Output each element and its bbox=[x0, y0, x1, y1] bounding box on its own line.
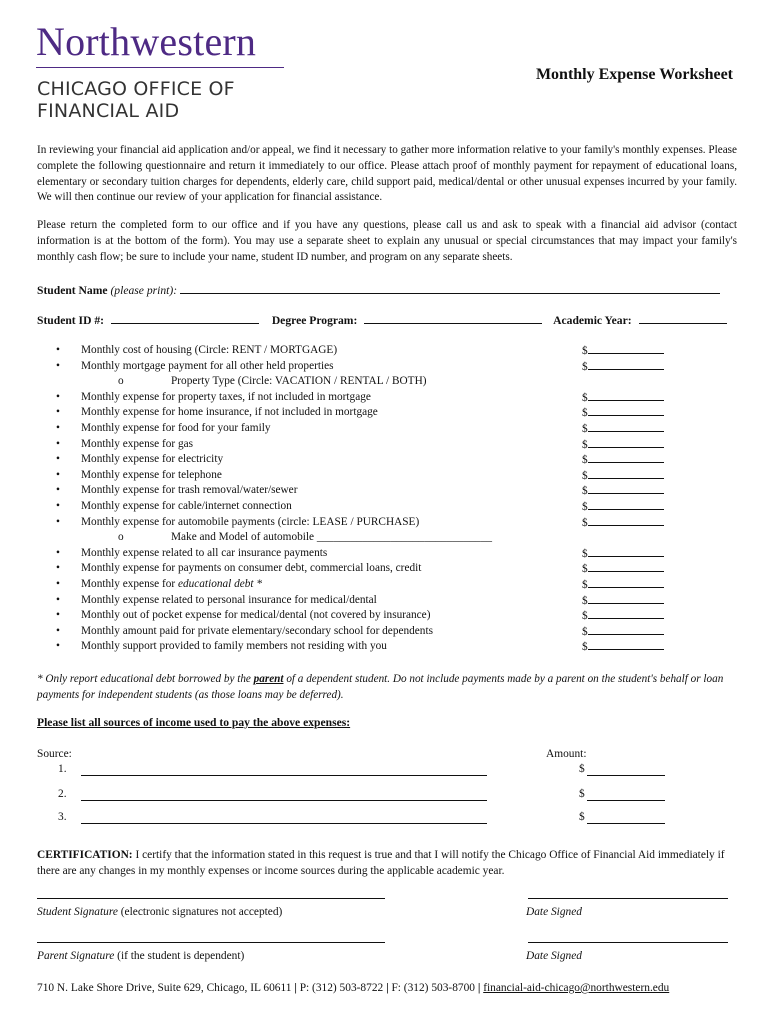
expense-item-label bbox=[81, 359, 334, 375]
currency-symbol: $ bbox=[582, 563, 588, 576]
degree-program-label: Degree Program: bbox=[271, 314, 358, 327]
bullet-marker: • bbox=[56, 437, 60, 450]
parent-signature-note: (if the student is dependent) bbox=[117, 950, 245, 962]
bullet-marker: • bbox=[56, 390, 60, 403]
expense-amount-field[interactable] bbox=[588, 390, 664, 401]
student-signature-note: (electronic signatures not accepted) bbox=[120, 906, 283, 918]
expense-item-label bbox=[81, 546, 327, 562]
office-address: 710 N. Lake Shore Drive, Suite 629, Chicago, IL 60611 bbox=[37, 982, 292, 994]
parent-signature-label bbox=[37, 950, 244, 962]
expense-amount bbox=[582, 421, 664, 438]
footnote-after: of a dependent student. Do not include payments made by a parent on the student's behalf or loan payments for independent students (as those loans may be deferred). bbox=[37, 673, 724, 701]
expense-amount bbox=[582, 624, 664, 641]
expense-amount-field[interactable] bbox=[588, 561, 664, 572]
bullet-marker: • bbox=[56, 546, 60, 559]
income-row-number: 2. bbox=[58, 788, 67, 800]
income-sources-heading: Please list all sources of income used to pay the above expenses: bbox=[37, 716, 351, 729]
expense-item-label bbox=[81, 405, 378, 421]
logo-subtitle-line2: FINANCIAL AID bbox=[37, 100, 180, 122]
sub-bullet-marker: o bbox=[118, 375, 124, 388]
expense-amount bbox=[582, 437, 664, 454]
currency-symbol: $ bbox=[582, 516, 588, 529]
bullet-marker: • bbox=[56, 624, 60, 637]
bullet-marker: • bbox=[56, 640, 60, 653]
parent-signature-title: Parent Signature bbox=[37, 950, 115, 962]
expense-label-text: Monthly expense related to personal insurance for medical/dental bbox=[81, 593, 377, 606]
date-signed-text: Date Signed bbox=[526, 906, 582, 918]
expense-item-label bbox=[81, 452, 223, 468]
expense-amount-field[interactable] bbox=[588, 437, 664, 448]
expense-label-text: Monthly expense for trash removal/water/sewer bbox=[81, 484, 298, 497]
academic-year-field[interactable] bbox=[639, 313, 727, 324]
certification-statement bbox=[37, 847, 737, 879]
footnote-emphasis: parent bbox=[253, 673, 284, 685]
currency-symbol: $ bbox=[582, 454, 588, 467]
footnote-before: * Only report educational debt borrowed by the bbox=[37, 673, 251, 685]
student-name-hint: (please print): bbox=[110, 284, 178, 297]
expense-label-text: Monthly out of pocket expense for medical/dental (not covered by insurance) bbox=[81, 609, 431, 622]
expense-amount bbox=[582, 343, 664, 360]
expense-label-text: Monthly expense for home insurance, if not included in mortgage bbox=[81, 406, 378, 419]
bullet-marker: • bbox=[56, 421, 60, 434]
expense-label-text: Monthly expense for cable/internet connection bbox=[81, 499, 292, 512]
expense-label-text: Property Type (Circle: VACATION / RENTAL / BOTH) bbox=[171, 375, 427, 388]
student-name-label: Student Name bbox=[37, 284, 108, 297]
expense-item-label bbox=[81, 608, 430, 624]
expense-amount bbox=[582, 593, 664, 610]
expense-label-text: Monthly expense for payments on consumer debt, commercial loans, credit bbox=[81, 562, 422, 575]
expense-item-label bbox=[171, 530, 492, 546]
bullet-marker: • bbox=[56, 453, 60, 466]
expense-amount-field[interactable] bbox=[588, 608, 664, 619]
expense-item-label bbox=[81, 483, 297, 499]
expense-item-label bbox=[81, 468, 222, 484]
expense-amount-field[interactable] bbox=[588, 639, 664, 650]
expense-item-label bbox=[81, 390, 371, 406]
expense-amount bbox=[582, 452, 664, 469]
income-amount-field[interactable] bbox=[587, 800, 665, 801]
income-amount-field[interactable] bbox=[587, 775, 665, 776]
currency-symbol: $ bbox=[582, 610, 588, 623]
currency-symbol: $ bbox=[582, 360, 588, 373]
currency-symbol: $ bbox=[582, 422, 588, 435]
expense-amount bbox=[582, 359, 664, 376]
degree-program-field[interactable] bbox=[364, 313, 542, 324]
expense-amount bbox=[582, 405, 664, 422]
expense-amount-field[interactable] bbox=[588, 359, 664, 370]
bullet-marker: • bbox=[56, 406, 60, 419]
expense-amount bbox=[582, 499, 664, 516]
currency-symbol: $ bbox=[582, 485, 588, 498]
currency-symbol: $ bbox=[582, 641, 588, 654]
student-id-label: Student ID #: bbox=[37, 314, 104, 327]
bullet-marker: • bbox=[56, 468, 60, 481]
parent-signature-field[interactable] bbox=[37, 942, 385, 943]
currency-symbol: $ bbox=[582, 578, 588, 591]
expense-label-text: Monthly expense for bbox=[81, 577, 176, 590]
student-signature-title: Student Signature bbox=[37, 906, 118, 918]
currency-symbol: $ bbox=[582, 469, 588, 482]
bullet-marker: • bbox=[56, 609, 60, 622]
document-title: Monthly Expense Worksheet bbox=[535, 66, 733, 83]
expense-amount bbox=[582, 561, 664, 578]
expense-amount-field[interactable] bbox=[588, 483, 664, 494]
expense-label-text: Make and Model of automobile _______________________________ bbox=[171, 531, 492, 544]
logo-divider bbox=[36, 67, 284, 68]
currency-symbol: $ bbox=[579, 811, 585, 823]
expense-label-text: Monthly mortgage payment for all other held properties bbox=[81, 359, 334, 372]
currency-symbol: $ bbox=[582, 438, 588, 451]
currency-symbol: $ bbox=[579, 788, 585, 800]
expense-item-label bbox=[81, 499, 292, 515]
bullet-marker: • bbox=[56, 577, 60, 590]
expense-amount bbox=[582, 639, 664, 656]
expense-amount-field[interactable] bbox=[588, 624, 664, 635]
currency-symbol: $ bbox=[582, 625, 588, 638]
student-name-row bbox=[37, 283, 737, 297]
educational-debt-footnote bbox=[37, 671, 737, 703]
footer-separator: | bbox=[477, 982, 481, 994]
intro-paragraph-1: In reviewing your financial aid application and/or appeal, we find it necessary to gather more information relative to your family's monthly expenses. Please complete the following questionnaire and return it immediately to our office. Please attach proof of monthly payment for repayment of educational loans, elementary or secondary tuition charges for dependents, elderly care, child support paid, medical/dental or other unusual expenses incurred by your family. We will then continue our review of your application for financial assistance. bbox=[37, 144, 737, 204]
parent-date-label bbox=[526, 950, 582, 962]
expense-amount bbox=[582, 546, 664, 563]
expense-item-label bbox=[81, 593, 377, 609]
income-source-row bbox=[58, 763, 678, 779]
office-phone: P: (312) 503-8722 bbox=[299, 982, 384, 994]
expense-amount bbox=[582, 608, 664, 625]
expense-amount-field[interactable] bbox=[588, 515, 664, 526]
expense-amount-field[interactable] bbox=[588, 452, 664, 463]
income-row-number: 3. bbox=[58, 811, 67, 823]
expense-item-label bbox=[81, 639, 387, 655]
expense-item-label bbox=[81, 515, 419, 531]
expense-amount bbox=[582, 515, 664, 532]
currency-symbol: $ bbox=[582, 391, 588, 404]
student-signature-field[interactable] bbox=[37, 898, 385, 899]
expense-label-text: Monthly expense for automobile payments (circle: LEASE / PURCHASE) bbox=[81, 515, 420, 528]
intro-paragraph-2: Please return the completed form to our office and if you have any questions, please call us and ask to speak with a financial aid advisor (contact information is at the bottom of the form). You may use a separate sheet to explain any unusual or special circumstances that may impact your family's monthly cash flow; be sure to include your name, student ID number, and program on any separate sheets. bbox=[37, 219, 737, 263]
expense-item-label bbox=[81, 561, 421, 577]
student-id-row bbox=[37, 313, 737, 327]
income-source-field[interactable] bbox=[81, 800, 487, 801]
expense-amount-field[interactable] bbox=[588, 405, 664, 416]
income-source-field[interactable] bbox=[81, 775, 487, 776]
expense-label-emphasis: educational debt * bbox=[177, 577, 263, 590]
expense-item-label bbox=[81, 343, 337, 359]
currency-symbol: $ bbox=[582, 594, 588, 607]
sub-bullet-marker: o bbox=[118, 531, 124, 544]
bullet-marker: • bbox=[56, 562, 60, 575]
bullet-marker: • bbox=[56, 344, 60, 356]
footer-separator: | bbox=[386, 982, 389, 994]
amount-label: Amount: bbox=[546, 748, 587, 760]
logo-subtitle bbox=[37, 78, 235, 122]
expense-amount-field[interactable] bbox=[588, 499, 664, 510]
expense-item-label bbox=[81, 437, 193, 453]
expense-label-text: Monthly cost of housing (Circle: RENT / MORTGAGE) bbox=[81, 344, 338, 356]
bullet-marker: • bbox=[56, 499, 60, 512]
bullet-marker: • bbox=[56, 515, 60, 528]
expense-label-text: Monthly expense for food for your family bbox=[81, 421, 271, 434]
student-name-field[interactable] bbox=[180, 283, 720, 294]
student-date-field[interactable] bbox=[528, 898, 728, 899]
income-source-row bbox=[58, 788, 678, 804]
parent-date-field[interactable] bbox=[528, 942, 728, 943]
expense-item-label bbox=[81, 577, 262, 593]
income-source-field[interactable] bbox=[81, 823, 487, 824]
expense-amount-field[interactable] bbox=[588, 546, 664, 557]
logo-wordmark: Northwestern bbox=[36, 19, 257, 64]
expense-label-text: Monthly expense for gas bbox=[81, 437, 194, 450]
student-signature-label bbox=[37, 906, 282, 918]
currency-symbol: $ bbox=[582, 500, 588, 513]
office-fax: F: (312) 503-8700 bbox=[391, 982, 475, 994]
expense-amount-field[interactable] bbox=[588, 468, 664, 479]
certification-text: I certify that the information stated in this request is true and that I will notify the Chicago Office of Financial Aid immediately if there are any changes in my monthly expenses or income sources during the applicable academic year. bbox=[37, 849, 725, 877]
expense-label-text: Monthly expense related to all car insurance payments bbox=[81, 546, 328, 559]
currency-symbol: $ bbox=[579, 763, 585, 775]
bullet-marker: • bbox=[56, 359, 60, 372]
expense-amount bbox=[582, 577, 664, 594]
footer-separator: | bbox=[294, 982, 297, 994]
expense-label-text: Monthly amount paid for private elementary/secondary school for dependents bbox=[81, 624, 433, 637]
expense-amount bbox=[582, 390, 664, 407]
currency-symbol: $ bbox=[582, 407, 588, 420]
currency-symbol: $ bbox=[582, 345, 588, 357]
income-row-number: 1. bbox=[58, 763, 67, 775]
student-date-label bbox=[526, 906, 582, 918]
logo-subtitle-line1: CHICAGO OFFICE OF bbox=[37, 78, 235, 100]
income-amount-field[interactable] bbox=[587, 823, 665, 824]
expense-amount bbox=[582, 468, 664, 485]
student-id-field[interactable] bbox=[111, 313, 259, 324]
date-signed-text: Date Signed bbox=[526, 950, 582, 962]
expense-amount-field[interactable] bbox=[588, 577, 664, 588]
expense-item-label bbox=[171, 374, 427, 390]
bullet-marker: • bbox=[56, 484, 60, 497]
expense-label-text: Monthly expense for telephone bbox=[81, 468, 222, 481]
source-label: Source: bbox=[37, 748, 72, 760]
expense-amount bbox=[582, 483, 664, 500]
academic-year-label: Academic Year: bbox=[553, 314, 632, 327]
expense-item-label bbox=[81, 624, 433, 640]
office-email-link[interactable]: financial-aid-chicago@northwestern.edu bbox=[483, 982, 670, 994]
currency-symbol: $ bbox=[582, 547, 588, 560]
expense-label-text: Monthly expense for property taxes, if not included in mortgage bbox=[81, 390, 371, 403]
income-source-row bbox=[58, 811, 678, 827]
certification-label: CERTIFICATION: bbox=[37, 849, 133, 861]
expense-amount-field[interactable] bbox=[588, 421, 664, 432]
expense-label-text: Monthly support provided to family members not residing with you bbox=[81, 640, 387, 653]
expense-amount-field[interactable] bbox=[588, 593, 664, 604]
expense-amount-field[interactable] bbox=[588, 343, 664, 354]
expense-label-text: Monthly expense for electricity bbox=[81, 453, 224, 466]
contact-footer bbox=[37, 982, 669, 994]
bullet-marker: • bbox=[56, 593, 60, 606]
expense-item-label bbox=[81, 421, 271, 437]
